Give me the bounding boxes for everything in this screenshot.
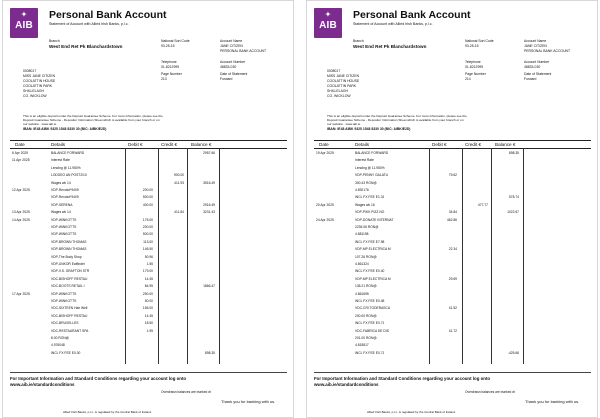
cell-details: VDP-The Body Shop [51,254,82,259]
address-line: CO. WICKLOW [23,94,47,98]
column-header-debit: Debit € [432,142,447,147]
cell-details: BALANCE FORWARD [51,151,85,155]
cell-details: VDP-PENNY GALATU [355,173,389,178]
deposit-notice: This is an eligible deposit under the Deposit Guarantee Scheme. For more information, please see the [327,114,467,118]
cell-date: 13 Apr 2025 [12,210,30,215]
cell-details: 201.00 RON@ [355,336,377,340]
cell-details: VDP-PIKK PIZZ NO [355,210,385,215]
cell-details: VDC-FABRICA DE DIS [355,328,389,333]
account-number-label: Account Number [524,60,550,64]
footer-link: www.aib.ie/standardconditions [314,381,379,387]
cell-credit: 900.00 [173,173,184,178]
address-line: MISS JANE CITIZEN [327,74,360,78]
cell-credit: 411.84 [174,210,184,215]
cell-details: Interest Rate [355,158,374,163]
cell-details: 2235.06 RON@ [355,225,379,229]
thanks-note: Thank you for banking with us. [221,399,276,404]
regulatory-note: Allied Irish Banks, p.l.c. is regulated by the Central Bank of Ireland. [63,410,152,414]
page-number-label: Page Number [465,72,486,76]
cell-details: 4.881198 [355,232,369,237]
column-header-debit: Debit € [128,142,143,147]
account-name-value: JANE CITIZEN [220,44,243,48]
cell-details: VDP-Revolut*9409 [51,195,79,200]
statement-page-2 [306,0,598,418]
cell-details: VDP-MP ELECTRICA M [355,276,391,281]
cell-details: VDP-MP ELECTRICA M [355,247,391,252]
cell-balance: 1866.47 [203,284,215,289]
statement-date-label: Date of Statement [220,72,248,76]
cell-balance: 3231.43 [203,210,215,215]
aib-logo: ✦ AIB [314,8,342,38]
footer-info [10,376,186,387]
cell-credit: 477.77 [477,202,488,207]
cell-debit: 146.50 [142,247,153,252]
column-divider [462,148,463,364]
cell-debit: 50.00 [144,299,153,303]
statement-line: Statement of Account with Allied Irish Banks, p.l.c. [49,22,129,26]
cell-details: Wages wk 14 [51,180,71,185]
account-type-value: PERSONAL BANK ACCOUNT [220,49,267,53]
sort-code-value: 93-25-15 [161,44,175,48]
cell-details: VDC-RESTAURANT SPA [51,328,89,333]
cell-debit: 500.00 [142,232,153,237]
column-header-date: Date [15,142,25,147]
statement-line: Statement of Account with Allied Irish Banks, p.l.c. [353,22,433,26]
cell-debit: 1.95 [146,328,153,333]
cell-date: 24 Apr 2025 [316,217,334,222]
cell-details: INCL FX FEE E0.48 [355,299,385,303]
cell-details: 300.43 RON@ [355,180,377,185]
cell-debit: 175.00 [142,217,153,222]
cell-debit: 1.55 [146,262,153,266]
cell-details: VDP-DONATE INTERNAT [355,217,394,222]
cell-date: 19 Apr 2025 [316,151,334,155]
address-line: COOLATTIN HOUSE [327,79,360,83]
cell-debit: 500.00 [142,195,153,200]
cell-balance: 1022.67 [507,210,519,215]
column-header-credit: Credit € [465,142,482,147]
account-number-value: 48833-030 [220,65,237,69]
cell-debit: 165.00 [142,306,153,311]
cell-details: INCL FX FEE E0.71 [355,350,385,355]
table-header-rule [314,148,591,149]
cell-balance: 898.35 [204,350,215,355]
table-header-rule [10,148,287,149]
address-line: COOLATTIN PARK [23,84,53,88]
cell-debit: 14.45 [144,276,153,281]
telephone-value: 01-8212999 [161,65,180,69]
address-line: SHILLELAGH [23,89,44,93]
cell-details: INCL FX FEE E0.71 [355,321,385,326]
column-header-balance: Balance € [495,142,516,147]
branch-label: Branch [49,39,60,43]
account-name-value: JANE CITIZEN [524,44,547,48]
cell-debit: 41.52 [448,306,457,311]
overdrawn-note: Overdrawn balances are marked dr [465,390,515,394]
cell-date: 11 Apr 2025 [12,158,30,163]
reference-code: 0008017 [23,69,37,73]
sort-code-label: National Sort Code [161,39,190,43]
cell-debit: 50.96 [144,254,153,259]
cell-debit: 34.84 [448,210,457,215]
column-header-credit: Credit € [161,142,178,147]
thanks-note: Thank you for banking with us. [525,399,580,404]
table-top-rule [10,140,287,141]
cell-details: VDP-WINKOTTS [51,291,77,296]
cell-details: BALANCE FORWARD [355,151,389,155]
cell-debit: 84.95 [144,284,153,289]
iban-line: IBAN: IE48 AIBK 9325 1548 8330 30 (BIC: AIBKIE2D) [23,127,107,131]
column-header-date: Date [319,142,329,147]
cell-debit: 79.62 [448,173,457,178]
footer-info-line: For Important Information and Standard Conditions regarding your account log onto [10,376,187,381]
page-title: Personal Bank Account [49,9,167,21]
cell-details: 8.00 RON@ [51,336,70,340]
cell-details: VDC-BOOTS RETAIL I [51,284,85,289]
cell-details: VDC-SIXTEEN Hair Well [51,306,88,311]
cell-details: VDP-WINKOTTS [51,232,77,237]
page-title: Personal Bank Account [353,9,471,21]
address-line: SHILLELAGH [327,89,348,93]
cell-debit: 250.00 [142,291,153,296]
branch-value: West End Ret Pk Blanchardstown [353,44,427,49]
telephone-label: Telephone [161,60,177,64]
statement-page-1 [2,0,294,418]
cell-debit: 200.00 [142,225,153,229]
cell-details: VDP-Revolut*9409 [51,188,79,192]
cell-details: Wages wk 16 [355,202,375,207]
sort-code-value: 93-25-15 [465,44,479,48]
cell-balance: 898.35 [508,151,519,155]
cell-balance: 3516.49 [203,180,215,185]
sort-code-label: National Sort Code [465,39,494,43]
column-header-details: Details [51,142,66,147]
column-divider [523,148,524,364]
page-number-label: Page Number [161,72,182,76]
branch-label: Branch [353,39,364,43]
account-name-label: Account Name [524,39,547,43]
cell-balance: 2916.49 [203,202,215,207]
address-line: MISS JANE CITIZEN [23,74,56,78]
address-line: COOLATTIN HOUSE [23,79,56,83]
cell-details: INCL FX FEE E1.31 [355,195,385,200]
address-line: COOLATTIN PARK [327,84,357,88]
statement-date-value: Forward [524,77,537,81]
deposit-notice: our website - www.aib.ie [327,122,361,126]
account-number-label: Account Number [220,60,246,64]
footer-rule [314,372,591,373]
cell-details: 4.861324 [355,262,369,266]
cell-details: 4.861695 [355,291,369,296]
cell-debit: 400.00 [142,202,153,207]
column-divider [491,148,492,364]
cell-date: 6 Apr 2025 [12,151,28,155]
cell-details: INCL FX FEE E0.00 [51,350,81,355]
cell-debit: 462.86 [446,217,457,222]
cell-balance: -425.66 [507,350,519,355]
cell-details: Lending @ 11.950% [51,165,81,170]
cell-details: VDP-SERENA [51,202,73,207]
address-line: CO. WICKLOW [327,94,351,98]
cell-details: 107.26 RON@ [355,254,377,259]
cell-details: VDP-BROWN THOMAS [51,239,87,244]
page-number-value: 214 [465,77,471,81]
statement-date-label: Date of Statement [524,72,552,76]
column-divider [125,148,126,364]
column-divider [158,148,159,364]
table-top-rule [314,140,591,141]
page-number-value: 213 [161,77,167,81]
cell-details: VDP-WINKOTTS [51,299,77,303]
cell-details: VDC-CRI TODERASCU [355,306,391,311]
telephone-label: Telephone [465,60,481,64]
cell-details: 4.976048 [51,343,65,348]
cell-details: 135.21 RON@ [355,284,377,289]
deposit-notice: This is an eligible deposit under the Deposit Guarantee Scheme. For more information, please see the [23,114,163,118]
cell-details: Lending @ 11.950% [355,165,385,170]
column-divider [187,148,188,364]
cell-debit: 18.50 [144,321,153,326]
cell-details: Wages wk 14 [51,210,71,215]
cell-debit: 22.34 [448,247,457,252]
overdrawn-note: Overdrawn balances are marked dr [161,390,211,394]
footer-info [314,376,490,387]
telephone-value: 01-8212999 [465,65,484,69]
cell-debit: 200.00 [142,188,153,192]
account-type-value: PERSONAL BANK ACCOUNT [524,49,571,53]
cell-details: INCL FX FEE E7.98 [355,239,385,244]
cell-details: VDC-BISHOFF RESTAU [51,313,88,318]
cell-debit: 14.45 [144,313,153,318]
branch-value: West End Ret Pk Blanchardstown [49,44,123,49]
cell-credit: 411.93 [174,180,184,185]
aib-logo: ✦ AIB [10,8,38,38]
cell-details: VDC-BRUXELLES [51,321,79,326]
cell-details: LODGEO AN POST2/10 [51,173,87,178]
cell-details: 4.892176 [355,188,369,192]
cell-details: Interest Rate [51,158,70,163]
column-divider [219,148,220,364]
cell-details: VDP-BROWN THOMAS [51,247,87,252]
cell-debit: 179.00 [142,269,153,274]
cell-details: 200.00 RON@ [355,313,377,318]
cell-details: VDP-WINKOTTS [51,225,77,229]
account-name-label: Account Name [220,39,243,43]
cell-debit: 113.00 [143,239,153,244]
cell-debit: 41.72 [448,328,457,333]
column-header-details: Details [355,142,370,147]
footer-link: www.aib.ie/standardconditions [10,381,75,387]
cell-details: VDP-UNKOR Eatfinder [51,262,85,266]
cell-date: 14 Apr 2025 [12,217,30,222]
cell-details: 4.815817 [355,343,369,348]
deposit-notice: Deposit Guarantee Scheme - Depositor Information Sheet which is available from your branch or on [327,118,464,122]
footer-rule [10,372,287,373]
cell-details: VDP-WINKOTTS [51,217,77,222]
cell-date: 17 Apr 2025 [12,291,30,296]
cell-details: INCL FX FEE E0.40 [355,269,385,274]
reference-code: 0008017 [327,69,341,73]
ark-icon: ✦ [20,10,28,19]
deposit-notice: Deposit Guarantee Scheme - Depositor Information Sheet which is available from your branch or on [23,118,160,122]
iban-line: IBAN: IE48 AIBK 9325 1548 8330 30 (BIC: AIBKIE2D) [327,127,411,131]
account-number-value: 48833-030 [524,65,541,69]
cell-details: VDP-V.S. GRAFTON STR [51,269,90,274]
cell-details: VDC-BISHOFF RESTAU [51,276,88,281]
cell-balance: 2957.66 [203,151,215,155]
column-header-balance: Balance € [191,142,212,147]
cell-balance: 578.74 [508,195,519,200]
column-divider [429,148,430,364]
regulatory-note: Allied Irish Banks, p.l.c. is regulated by the Central Bank of Ireland. [367,410,456,414]
statement-date-value: Forward [220,77,233,81]
cell-date: 20 Apr 2025 [316,202,334,207]
ark-icon: ✦ [324,10,332,19]
cell-debit: 29.69 [448,276,457,281]
footer-info-line: For Important Information and Standard Conditions regarding your account log onto [314,376,491,381]
deposit-notice: our website - www.aib.ie [23,122,57,126]
cell-date: 12 Apr 2025 [12,188,30,192]
